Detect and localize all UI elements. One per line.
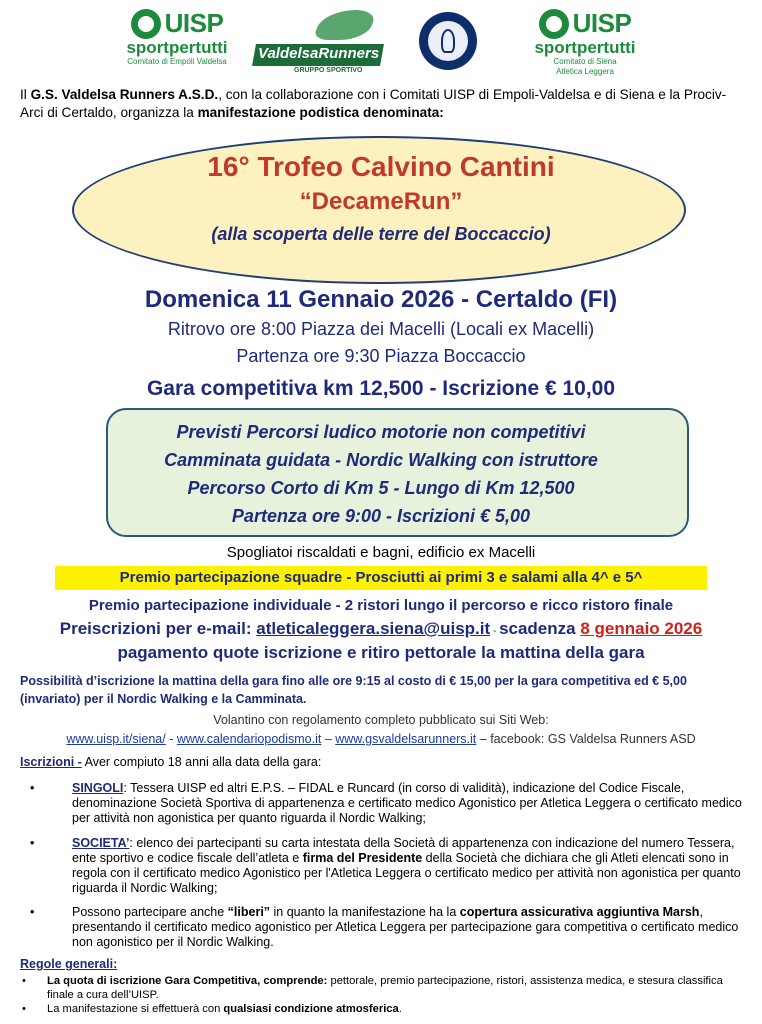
calendario-podismo-link[interactable]: www.calendariopodismo.it <box>176 732 322 746</box>
societa-item: SOCIETA’: elenco dei partecipanti su carta intestata della Società di appartenenza con indicazione del numero Tessera, ente sportivo e codice fiscale dell’atleta e firma del Presidente della Società che dichiara che gli Atleti elencati sono in regola con il certificato medico Agonistico per l'Atletica Leggera o certificato medico per attività non agonistica per quanto riguarda il Nordic Walking; <box>72 836 741 895</box>
logo-sub: sportpertutti <box>126 38 228 57</box>
uisp-siena-link[interactable]: www.uisp.it/siena/ <box>66 732 166 746</box>
uisp-siena-logo <box>520 8 650 78</box>
preregistration-line: Preiscrizioni per e-mail: atleticaleggera.siena@uisp.it - scadenza 8 gennaio 2026 <box>59 619 703 638</box>
event-nickname: “DecameRun” <box>299 188 463 215</box>
box-line: Partenza ore 9:00 - Iscrizioni € 5,00 <box>231 506 531 526</box>
logo-sub: sportpertutti <box>534 38 636 57</box>
payment-note: pagamento quote iscrizione e ritiro pettorale la mattina della gara <box>117 643 645 662</box>
bullet: • <box>22 975 26 987</box>
intro-paragraph: Il G.S. Valdelsa Runners A.S.D., con la collaborazione con i Comitati UISP di Empoli-Valdelsa e di Siena e la Prociv-Arci di Certaldo, organizza la manifestazione podistica denominata: <box>20 87 727 120</box>
start-time: Partenza ore 9:30 Piazza Boccaccio <box>236 346 526 366</box>
general-rules-heading: Regole generali: <box>20 957 118 971</box>
competitive-race-fee: Gara competitiva km 12,500 - Iscrizione € 10,00 <box>146 377 616 400</box>
logo-brand: ValdelsaRunners <box>258 45 380 62</box>
registration-email-link[interactable]: atleticaleggera.siena@uisp.it <box>256 619 491 638</box>
box-line: Percorso Corto di Km 5 - Lungo di Km 12,500 <box>187 478 575 498</box>
event-subtitle: (alla scoperta delle terre del Boccaccio) <box>211 224 551 244</box>
rule-item: La quota di iscrizione Gara Competitiva, comprende: pettorale, premio partecipazione, ristori, assistenza medica, e stesura classifica finale a cura dell’UISP. <box>47 975 723 1001</box>
logo-small: GRUPPO SPORTIVO <box>294 67 363 74</box>
facilities-note: Spogliatoi riscaldati e bagni, edificio ex Macelli <box>226 544 536 561</box>
meeting-point: Ritrovo ore 8:00 Piazza dei Macelli (Locali ex Macelli) <box>167 319 595 339</box>
uisp-mark-icon <box>131 9 161 39</box>
singoli-item: SINGOLI: Tessera UISP ed altri E.P.S. – FIDAL e Runcard (in corso di validità), indicazione del Codice Fiscale, denominazione Società Sportiva di appartenenza e certificato medico Agonistico per Atletica Leggera o certificato medico per attività non agonistica per quanto riguarda il Nordic Walking; <box>72 781 742 825</box>
gs-valdelsa-link[interactable]: www.gsvaldelsarunners.it <box>335 732 477 746</box>
registration-heading: Iscrizioni - Aver compiuto 18 anni alla data della gara: <box>20 755 322 769</box>
team-prize-text: Premio partecipazione squadre - Prosciutti ai primi 3 e salami alla 4^ e 5^ <box>119 569 643 586</box>
event-date: Domenica 11 Gennaio 2026 - Certaldo (FI) <box>144 286 618 313</box>
logo-small: Comitato di Siena <box>553 57 617 66</box>
prociv-seal-icon <box>419 12 477 70</box>
rule-item: La manifestazione si effettuerà con qualsiasi condizione atmosferica. <box>47 1003 402 1015</box>
logo-bar <box>0 0 762 82</box>
bullet: • <box>22 1003 26 1015</box>
late-registration-note: Possibilità d’iscrizione la mattina della gara fino alle ore 9:15 al costo di € 15,00 per la gara competitiva ed € 5,00 (invariato) per il Nordic Walking e la Camminata. <box>20 674 687 706</box>
box-line: Camminata guidata - Nordic Walking con istruttore <box>164 450 598 470</box>
individual-prize-text: Premio partecipazione individuale - 2 ristori lungo il percorso e ricco ristoro finale <box>88 597 674 614</box>
box-line: Previsti Percorsi ludico motorie non competitivi <box>176 422 586 442</box>
logo-brand: UISP <box>164 8 224 38</box>
registration-deadline: 8 gennaio 2026 <box>580 619 703 638</box>
logo-small: Atletica Leggera <box>556 67 614 76</box>
uisp-mark-icon <box>539 9 569 39</box>
website-links: www.uisp.it/siena/ - www.calendariopodismo.it – www.gsvaldelsarunners.it – facebook: GS Valdelsa Runners ASD <box>66 732 696 746</box>
organizer-name: G.S. Valdelsa Runners A.S.D. <box>30 87 219 102</box>
flyer-note: Volantino con regolamento completo pubblicato sui Siti Web: <box>213 713 549 727</box>
liberi-item: Possono partecipare anche “liberi” in quanto la manifestazione ha la copertura assicurativa aggiuntiva Marsh, presentando il certificato medico agonistico per Atletica Leggera per partecipazione gara competitiva o certificato medico non agonistico per il Nordic Walking. <box>72 905 739 949</box>
logo-brand: UISP <box>572 8 632 38</box>
uisp-empoli-logo <box>112 8 242 78</box>
event-title: 16° Trofeo Calvino Cantini <box>207 151 555 182</box>
runner-icon <box>313 10 378 40</box>
logo-small: Comitato di Empoli Valdelsa <box>127 57 227 66</box>
valdelsa-runners-logo <box>254 10 382 74</box>
